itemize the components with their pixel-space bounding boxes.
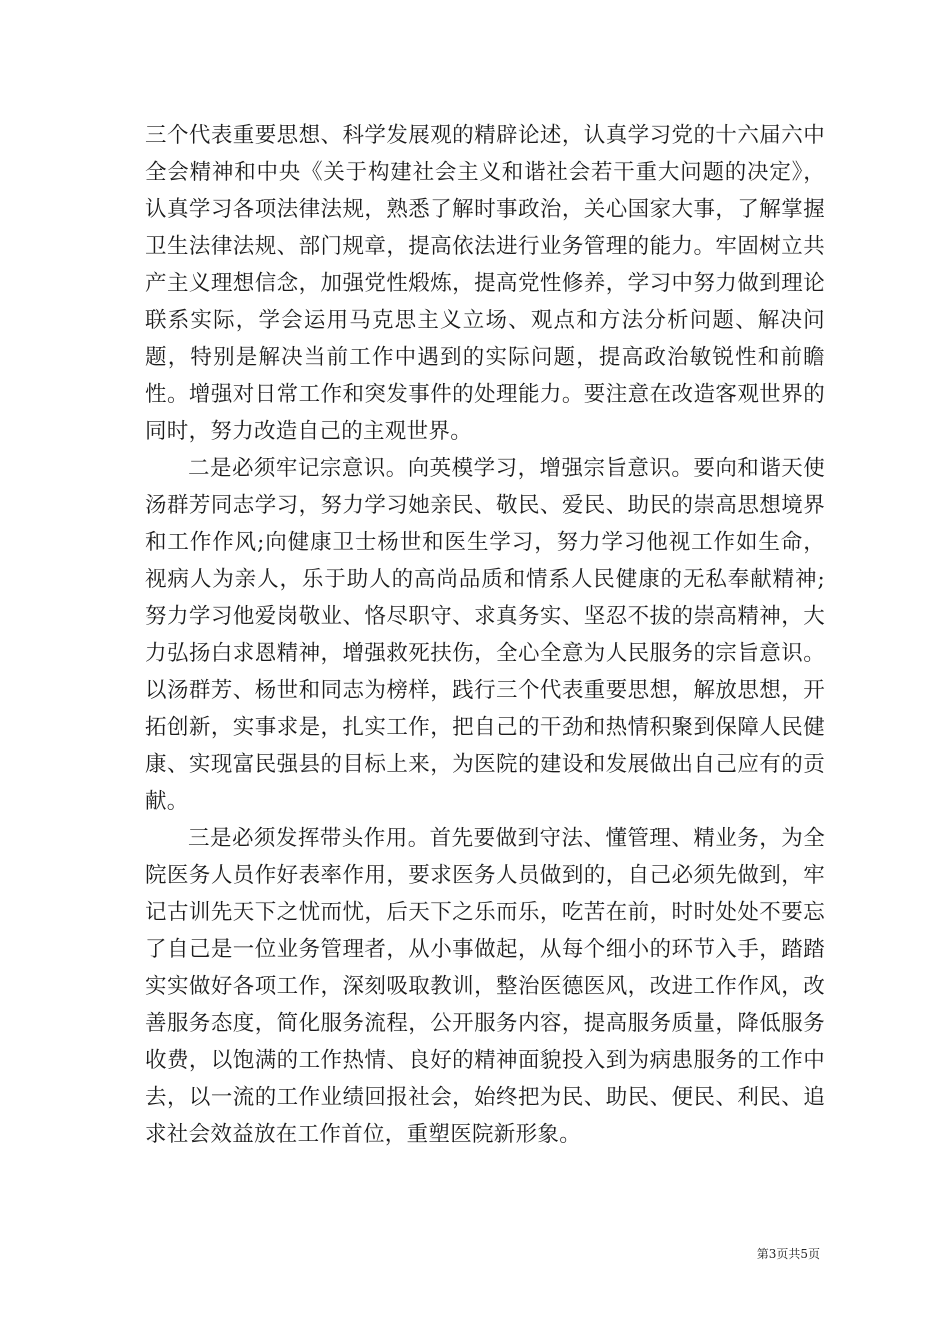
paragraph-1: 三个代表重要思想、科学发展观的精辟论述，认真学习党的十六届六中全会精神和中央《关于构建社会主义和谐社会若干重大问题的决定》，认真学习各项法律法规，熟悉了解时事政治，关心国家大事，了解掌握卫生法律法规、部门规章，提高依法进行业务管理的能力。牢固树立共产主义理想信念，加强党性煅炼，提高党性修养，学习中努力做到理论联系实际，学会运用马克思主义立场、观点和方法分析问题、解决问题，特别是解决当前工作中遇到的实际问题，提高政治敏锐性和前瞻性。增强对日常工作和突发事件的处理能力。要注意在改造客观世界的同时，努力改造自己的主观世界。 xyxy=(145,123,825,444)
paragraph-3: 三是必须发挥带头作用。首先要做到守法、懂管理、精业务，为全院医务人员作好表率作用，要求医务人员做到的，自己必须先做到，牢记古训先天下之忧而忧，后天下之乐而乐，吃苦在前，时时处处不要忘了自己是一位业务管理者，从小事做起，从每个细小的环节入手，踏踏实实做好各项工作，深刻吸取教训，整治医德医风，改进工作作风，改善服务态度，简化服务流程，公开服务内容，提高服务质量，降低服务收费，以饱满的工作热情、良好的精神面貌投入到为病患服务的工作中去，以一流的工作业绩回报社会，始终把为民、助民、便民、利民、追求社会效益放在工作首位，重塑医院新形象。 xyxy=(145,826,825,1147)
document-body xyxy=(145,117,825,1153)
page-number: 第3页共5页 xyxy=(756,1247,820,1261)
paragraph-2: 二是必须牢记宗意识。向英模学习，增强宗旨意识。要向和谐天使汤群芳同志学习，努力学习她亲民、敬民、爱民、助民的崇高思想境界和工作作风;向健康卫士杨世和医生学习，努力学习他视工作如生命，视病人为亲人，乐于助人的高尚品质和情系人民健康的无私奉献精神;努力学习他爱岗敬业、恪尽职守、求真务实、坚忍不拔的崇高精神，大力弘扬白求恩精神，增强救死扶伤，全心全意为人民服务的宗旨意识。以汤群芳、杨世和同志为榜样，践行三个代表重要思想，解放思想，开拓创新，实事求是，扎实工作，把自己的干劲和热情积聚到保障人民健康、实现富民强县的目标上来，为医院的建设和发展做出自己应有的贡献。 xyxy=(145,456,825,814)
